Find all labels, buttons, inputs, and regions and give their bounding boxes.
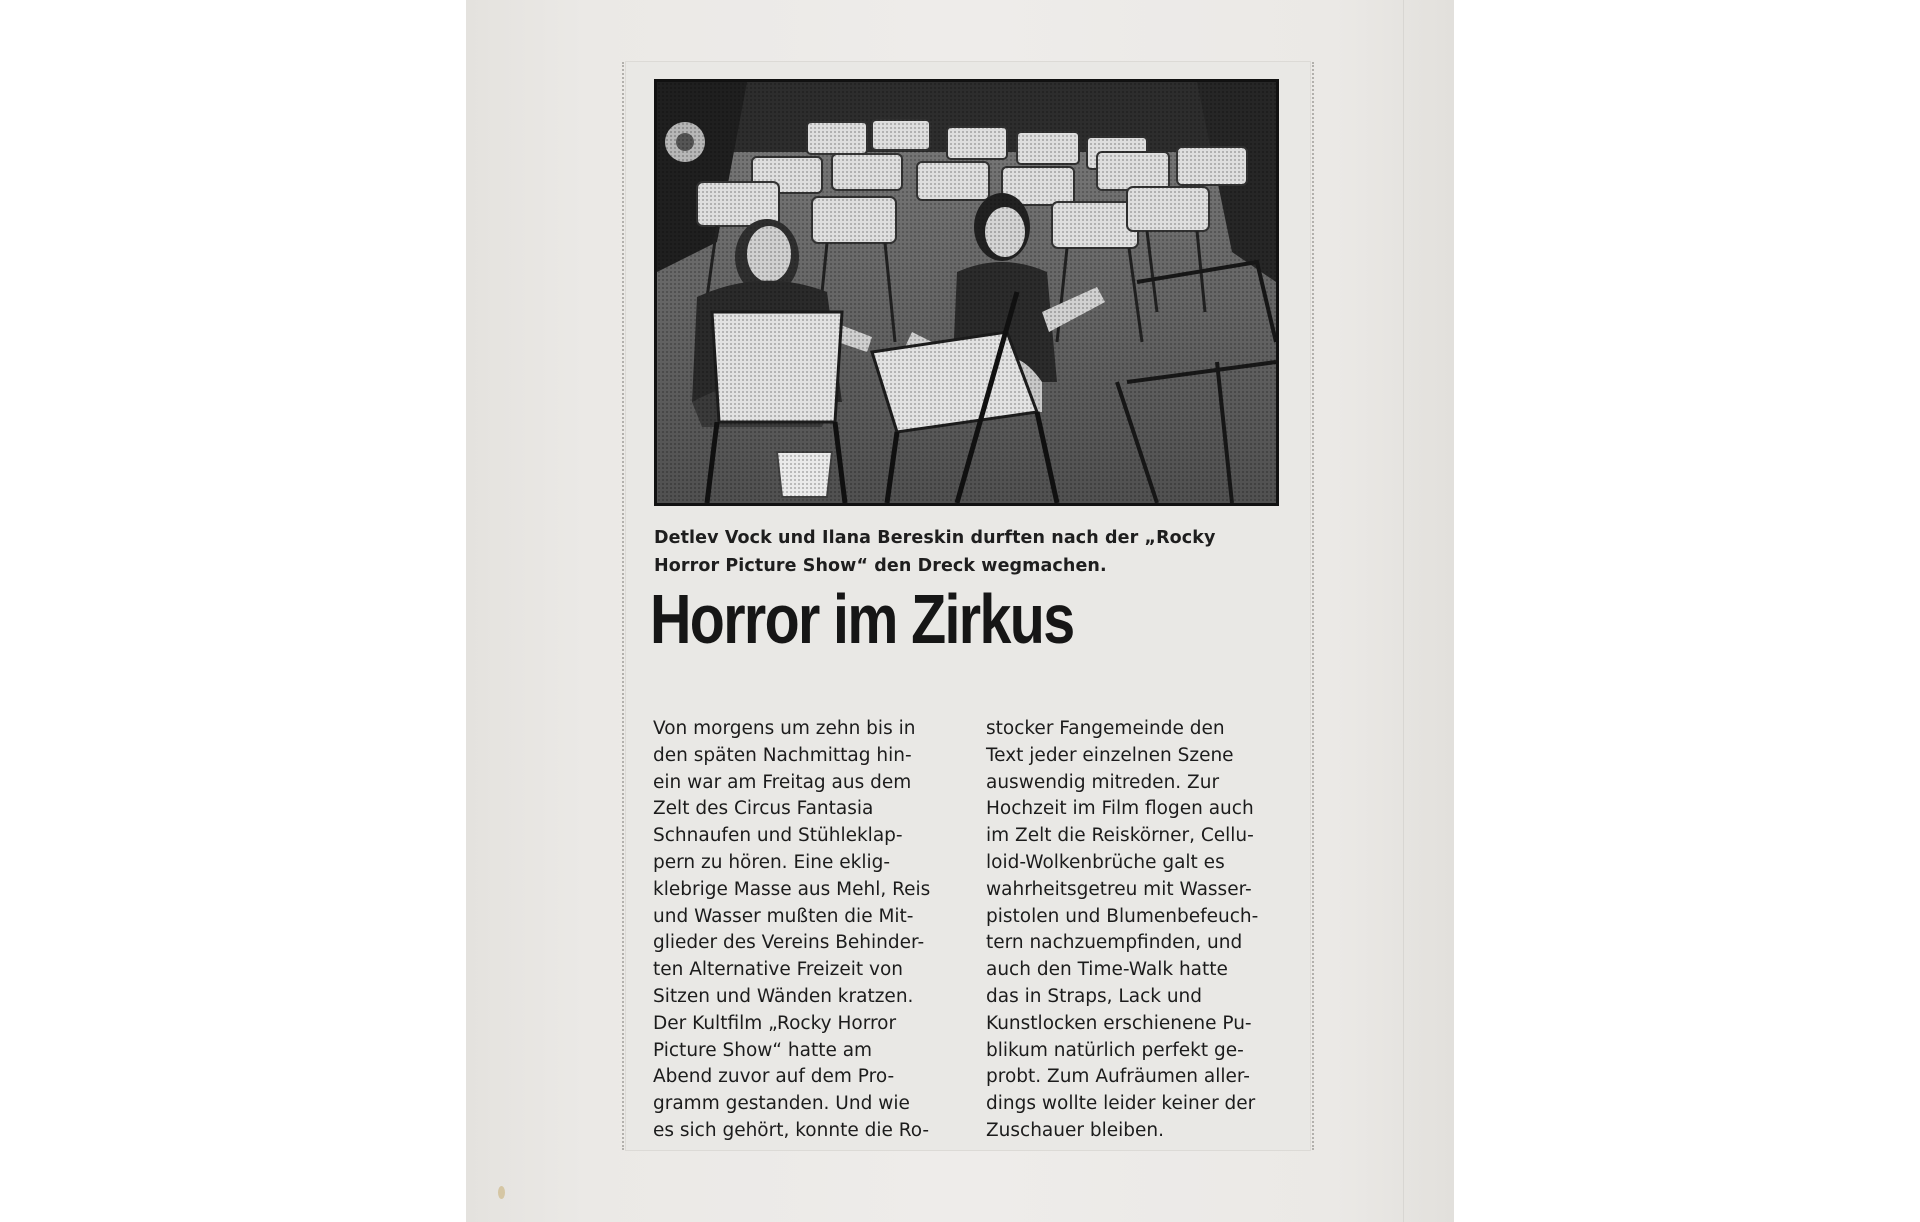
article-text-line: stocker Fangemeinde den (986, 718, 1225, 739)
article-text-line: loid-Wolkenbrüche galt es (986, 851, 1225, 873)
article-text-line: wahrheitsgetreu mit Wasser- (986, 878, 1252, 900)
article-text-line: blikum natürlich perfekt ge- (986, 1039, 1244, 1061)
article-headline: Horror im Zirkus (650, 580, 1074, 658)
article-text-line: probt. Zum Aufräumen aller- (986, 1066, 1250, 1088)
article-text-line: Schnaufen und Stühleklap- (653, 825, 903, 847)
clipping-left-cut-edge (622, 62, 624, 1150)
newspaper-clipping (626, 62, 1310, 1150)
article-column-1 (653, 716, 930, 1145)
article-text-line: gramm gestanden. Und wie (653, 1093, 910, 1115)
article-text-line: Von morgens um zehn bis in (653, 718, 916, 739)
article-text-line: pern zu hören. Eine eklig- (653, 851, 891, 873)
article-text-line: tern nachzuempfinden, und (986, 932, 1243, 954)
photo-caption (654, 524, 1294, 580)
article-text-line: im Zelt die Reiskörner, Cellu- (986, 825, 1254, 847)
caption-line: Detlev Vock und Ilana Bereskin durften nach der „Rocky (654, 528, 1216, 548)
article-text-line: Hochzeit im Film flogen auch (986, 798, 1254, 820)
article-text-line: Zuschauer bleiben. (986, 1119, 1164, 1141)
caption-line: Horror Picture Show“ den Dreck wegmachen. (654, 556, 1107, 576)
article-text-line: ein war am Freitag aus dem (653, 771, 912, 793)
sheet-fold-line (1403, 0, 1404, 1222)
article-text-line: glieder des Vereins Behinder- (653, 932, 925, 954)
article-text-line: Der Kultfilm „Rocky Horror (653, 1012, 897, 1034)
article-text-line: es sich gehört, konnte die Ro- (653, 1119, 930, 1141)
article-text-line: Picture Show“ hatte am (653, 1039, 873, 1061)
news-photo (654, 79, 1279, 506)
article-text-line: auswendig mitreden. Zur (986, 771, 1220, 793)
article-text-line: klebrige Masse aus Mehl, Reis (653, 878, 931, 900)
article-text-line: Abend zuvor auf dem Pro- (653, 1066, 895, 1088)
paper-stain (498, 1186, 505, 1199)
article-text-line: auch den Time-Walk hatte (986, 959, 1228, 981)
article-text-line: den späten Nachmittag hin- (653, 744, 912, 766)
article-text-line: Text jeder einzelnen Szene (986, 744, 1234, 766)
article-column-2 (986, 716, 1258, 1145)
article-text-line: dings wollte leider keiner der (986, 1093, 1256, 1115)
article-text-line: und Wasser mußten die Mit- (653, 905, 914, 927)
article-text-line: Kunstlocken erschienene Pu- (986, 1012, 1252, 1034)
article-text-line: das in Straps, Lack und (986, 985, 1203, 1007)
article-text-line: Zelt des Circus Fantasia (653, 798, 874, 820)
article-text-line: pistolen und Blumenbefeuch- (986, 905, 1259, 927)
article-text-line: ten Alternative Freizeit von (653, 959, 903, 981)
clipping-right-cut-edge (1312, 62, 1314, 1150)
article-text-line: Sitzen und Wänden kratzen. (653, 985, 914, 1007)
